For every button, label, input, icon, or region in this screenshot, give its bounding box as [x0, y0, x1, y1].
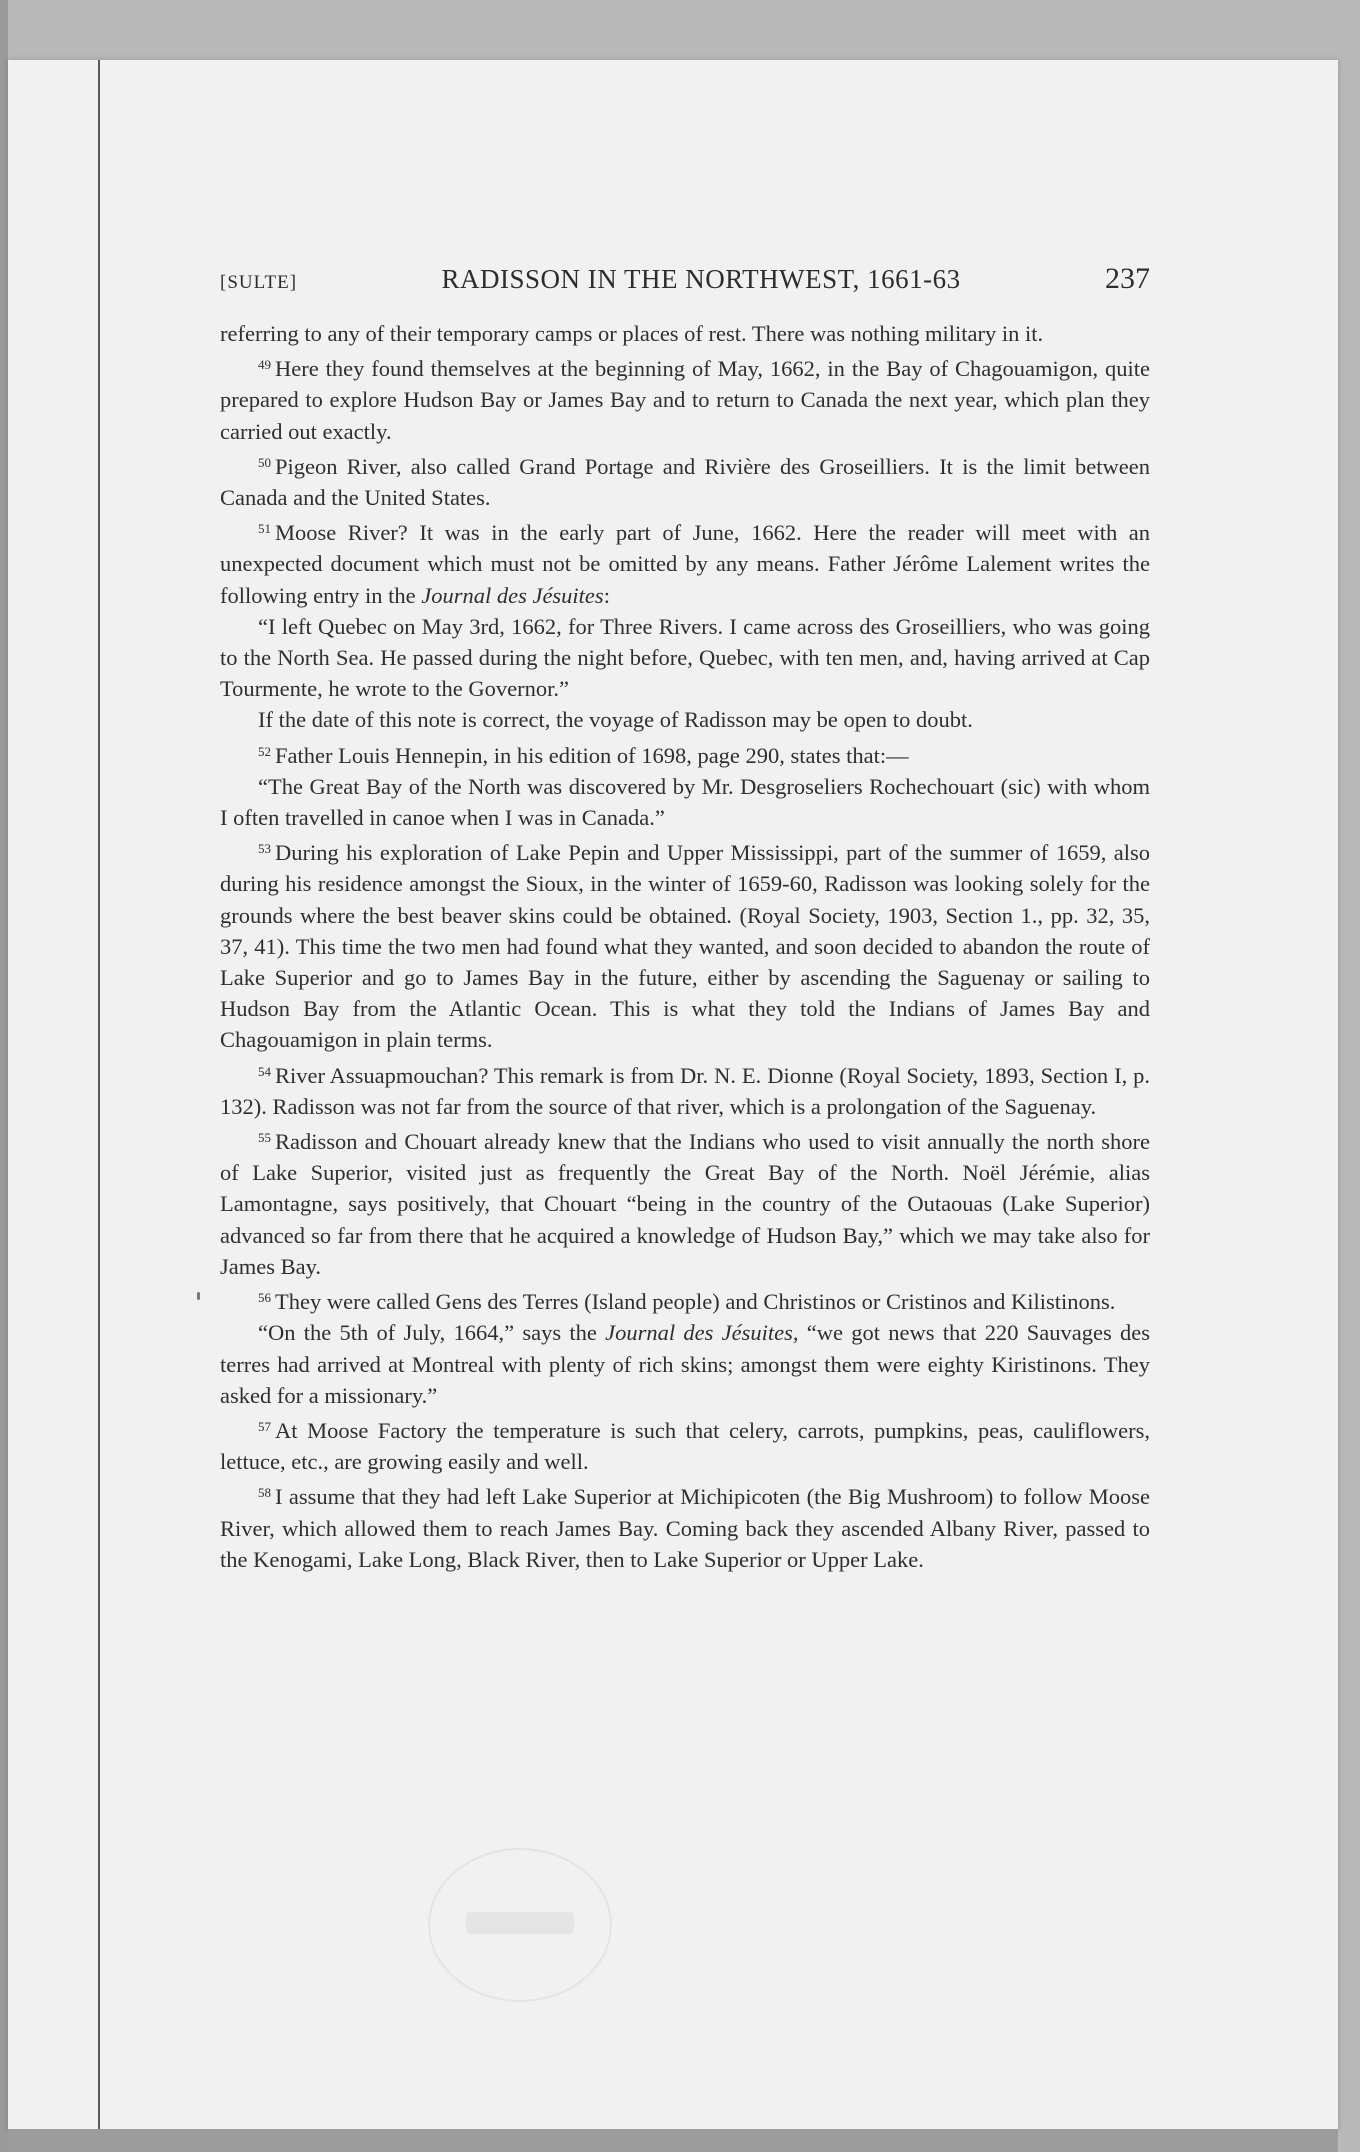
ink-speck — [197, 1292, 200, 1300]
footnote-text: Here they found themselves at the beginning of May, 1662, in the Bay of Chagouamigon, quite prepared to explore Hudson Bay or James Bay and to return to Canada the next year, which plan they carried out exactly. — [220, 356, 1150, 444]
quotation-hennepin — [220, 771, 1150, 833]
quotation-text: “On the 5th of July, 1664,” says the — [258, 1320, 597, 1346]
footnote-58 — [220, 1477, 1150, 1575]
footnote-text: Pigeon River, also called Grand Portage and Rivière des Groseilliers. It is the limit between Canada and the United States. — [220, 453, 1150, 511]
footnote-text: Radisson and Chouart already knew that the Indians who used to visit annually the north shore of Lake Superior, visited just as frequently the Great Bay of the North. Noël Jérémie, alias Lamontagne, says positively, that Chouart “being in the country of the Outaouas (Lake Superior) advanced so far from there that he acquired a knowledge of Hudson Bay,” which we may take also for James Bay. — [220, 1129, 1150, 1279]
paragraph-comment — [220, 704, 1150, 735]
header-author-tag: [SULTE] — [220, 272, 298, 293]
footnotes-text — [220, 318, 1150, 1575]
quotation-journal — [220, 1317, 1150, 1411]
footnote-marker: 57 — [258, 1418, 271, 1434]
footnote-54 — [220, 1056, 1150, 1122]
footnote-marker: 54 — [258, 1063, 271, 1079]
footnote-marker: 50 — [258, 454, 271, 470]
scan-edge — [0, 0, 8, 2152]
footnote-text-tail: : — [603, 582, 610, 608]
header-title: RADISSON IN THE NORTHWEST, 1661-63 — [441, 264, 961, 294]
journal-title: Journal des Jésuites — [421, 582, 604, 608]
footnote-marker: 49 — [258, 357, 271, 373]
footnote-text: Father Louis Hennepin, in his edition of 1698, page 290, states that:— — [275, 742, 909, 768]
journal-title: Journal des Jésuites, — [605, 1320, 799, 1346]
paragraph-text: If the date of this note is correct, the voyage of Radisson may be open to doubt. — [258, 707, 973, 733]
footnote-marker: 58 — [258, 1485, 271, 1501]
running-header — [220, 262, 1150, 302]
footnote-marker: 56 — [258, 1290, 271, 1306]
footnote-57 — [220, 1411, 1150, 1477]
footnote-text: During his exploration of Lake Pepin and Upper Mississippi, part of the summer of 1659, also during his residence amongst the Sioux, in the winter of 1659-60, Radisson was looking solely for the grounds where the best beaver skins could be obtained. (Royal Society, 1903, Section 1., pp. 32, 35, 37, 41). This time the two men had found what they wanted, and soon decided to abandon the route of Lake Superior and go to James Bay in the future, either by ascending the Saguenay or sailing to Hudson Bay from the Atlantic Ocean. This is what they told the Indians of James Bay and Chagouamigon in plain terms. — [220, 840, 1150, 1053]
footnote-52 — [220, 736, 1150, 771]
footnote-marker: 51 — [258, 521, 271, 537]
page-number: 237 — [1105, 262, 1150, 295]
footnote-marker: 53 — [258, 841, 271, 857]
paragraph-continuation — [220, 318, 1150, 349]
paragraph-text: referring to any of their temporary camps or places of rest. There was nothing military in it. — [220, 321, 1044, 346]
footnote-50 — [220, 447, 1150, 513]
quotation-text: “The Great Bay of the North was discovered by Mr. Desgroseliers Rochechouart (sic) with whom I often travelled in canoe when I was in Canada.” — [220, 773, 1150, 831]
stamp-label-area — [466, 1912, 574, 1934]
footnote-56 — [220, 1282, 1150, 1317]
quotation-text: “I left Quebec on May 3rd, 1662, for Three Rivers. I came across des Groseilliers, who was going to the North Sea. He passed during the night before, Quebec, with ten men, and, having arrived at Cap Tourmente, he wrote to the Governor.” — [220, 613, 1150, 702]
footnote-text: River Assuapmouchan? This remark is from Dr. N. E. Dionne (Royal Society, 1893, Section I, p. 132). Radisson was not far from the source of that river, which is a prolongation of the Saguenay. — [220, 1062, 1150, 1119]
quotation-lalement — [220, 611, 1150, 705]
footnote-51 — [220, 513, 1150, 611]
footnote-marker: 55 — [258, 1130, 271, 1146]
faded-library-stamp — [428, 1848, 612, 2002]
footnote-53 — [220, 833, 1150, 1055]
footnote-marker: 52 — [258, 743, 271, 759]
footnote-text: At Moose Factory the temperature is such that celery, carrots, pumpkins, peas, cauliflowers, lettuce, etc., are growing easily and well. — [220, 1417, 1150, 1475]
footnote-55 — [220, 1122, 1150, 1282]
footnote-text: I assume that they had left Lake Superior at Michipicoten (the Big Mushroom) to follow Moose River, which allowed them to reach James Bay. Coming back they ascended Albany River, passed to the Kenogami, Lake Long, Black River, then to Lake Superior or Upper Lake. — [220, 1484, 1150, 1572]
page-bottom-border — [8, 2129, 1338, 2152]
page-margin-rule — [98, 60, 100, 2130]
footnote-text: They were called Gens des Terres (Island people) and Christinos or Cristinos and Kilistinons. — [275, 1289, 1116, 1315]
footnote-text: Moose River? It was in the early part of June, 1662. Here the reader will meet with an unexpected document which must not be omitted by any means. Father Jérôme Lalement writes the following entry in the — [220, 520, 1150, 608]
quotation-text-tail: “we got news that 220 Sauvages des terres had arrived at Montreal with plenty of rich skins; amongst them were eighty Kiristinons. They asked for a missionary.” — [220, 1320, 1150, 1408]
footnote-49 — [220, 349, 1150, 447]
